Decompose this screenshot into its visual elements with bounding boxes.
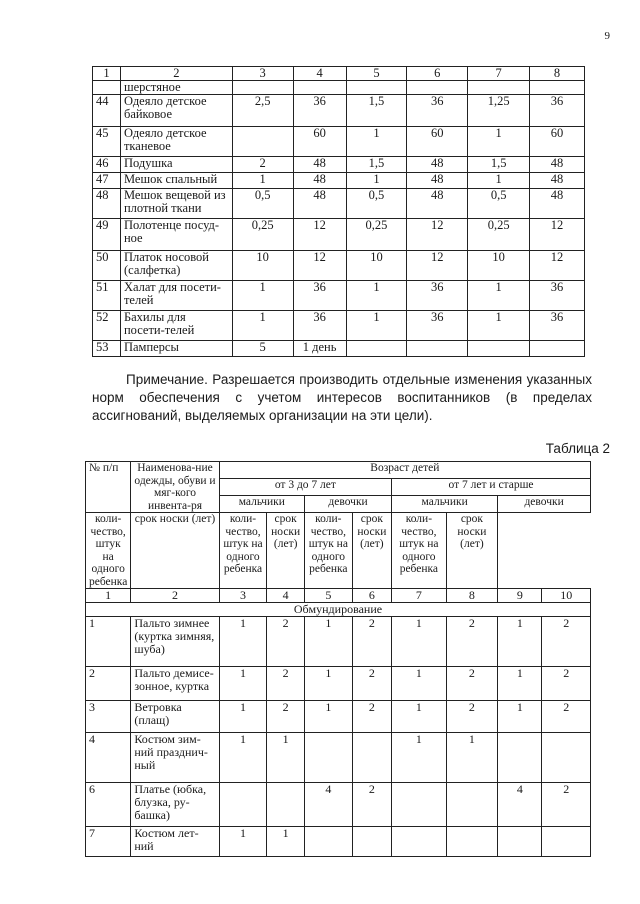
value-cell: 2 [446,617,498,667]
table-row [86,617,591,667]
table-row [86,667,591,701]
clothing-norms-table [85,461,591,857]
value-cell: 48 [407,157,468,173]
table-header-row [93,67,585,81]
column-number: 6 [407,67,468,81]
row-number: 1 [86,617,131,667]
value-cell [392,827,447,857]
value-cell [542,827,591,857]
row-number: 6 [86,783,131,827]
norms-table-continued [92,66,585,357]
value-cell: 1 [468,173,530,189]
value-cell: 1 [346,127,407,157]
value-cell: 1 [392,667,447,701]
value-cell [498,827,542,857]
row-number [93,81,121,95]
table-row [93,251,585,281]
value-cell: 1 [305,617,353,667]
table-row [93,189,585,219]
column-number: 3 [232,67,293,81]
value-cell [293,81,346,95]
value-cell: 1 [346,311,407,341]
value-cell [446,783,498,827]
note-paragraph: Примечание. Разрешается производить отдельные изменения указанных норм обеспечения с учетом интересов воспитанников (в пределах ассигнований, выделяемых организации на эти цели). [92,372,592,423]
section-row [86,603,591,617]
value-cell [407,81,468,95]
value-cell: 1 [219,617,267,667]
item-name: Полотенце посуд-ное [120,219,232,251]
value-cell: 36 [407,311,468,341]
value-cell: 1 [392,701,447,733]
value-cell: 60 [293,127,346,157]
table-row [93,173,585,189]
row-number: 52 [93,311,121,341]
row-number: 4 [86,733,131,783]
value-cell: 2 [232,157,293,173]
row-number: 7 [86,827,131,857]
value-cell: 10 [468,251,530,281]
column-number: 7 [392,589,447,603]
age-group-7-plus: от 7 лет и старше [392,479,591,496]
item-name: Одеяло детское тканевое [120,127,232,157]
value-cell: 36 [407,281,468,311]
row-number: 48 [93,189,121,219]
value-cell [498,733,542,783]
qty-header: коли-чество, штук на одного ребенка [86,513,131,589]
value-cell: 1 [392,617,447,667]
value-cell: 2 [446,667,498,701]
value-cell: 60 [530,127,585,157]
table-row [93,95,585,127]
value-cell: 1 [498,667,542,701]
value-cell: 12 [407,251,468,281]
value-cell: 2 [352,783,391,827]
term-header: срок носки (лет) [352,513,391,589]
value-cell: 2 [542,783,591,827]
value-cell: 2 [267,701,305,733]
table-row [93,127,585,157]
value-cell: 2 [542,617,591,667]
value-cell: 2 [352,667,391,701]
value-cell [530,341,585,357]
item-name: шерстяное [120,81,232,95]
table-row [93,311,585,341]
column-number: 2 [120,67,232,81]
value-cell: 48 [530,157,585,173]
row-number: 45 [93,127,121,157]
value-cell: 0,5 [468,189,530,219]
table-row [93,157,585,173]
value-cell [468,341,530,357]
row-number: 44 [93,95,121,127]
value-cell: 4 [305,783,353,827]
column-number: 6 [352,589,391,603]
value-cell: 36 [530,95,585,127]
value-cell: 1 [498,617,542,667]
value-cell: 36 [530,281,585,311]
column-number: 9 [498,589,542,603]
value-cell [530,81,585,95]
value-cell: 48 [407,173,468,189]
table-caption: Таблица 2 [545,441,610,456]
value-cell: 2 [542,701,591,733]
table-row [93,281,585,311]
table-row [93,219,585,251]
qty-header: коли-чество, штук на одного ребенка [305,513,353,589]
row-number: 3 [86,701,131,733]
value-cell: 1,25 [468,95,530,127]
value-cell: 2 [352,617,391,667]
term-header: срок носки (лет) [131,513,219,589]
girls-header: девочки [305,496,392,513]
value-cell: 12 [530,219,585,251]
value-cell [305,733,353,783]
section-title: Обмундирование [86,603,591,617]
column-number: 3 [219,589,267,603]
qty-header: коли-чество, штук на одного ребенка [219,513,267,589]
table-row [93,341,585,357]
item-name: Мешок спальный [120,173,232,189]
column-number: 1 [93,67,121,81]
value-cell [267,783,305,827]
column-number: 5 [305,589,353,603]
value-cell: 48 [293,173,346,189]
column-number: 1 [86,589,131,603]
value-cell: 48 [530,173,585,189]
value-cell [232,81,293,95]
item-name: Костюм зим-ний празднич-ный [131,733,219,783]
value-cell: 36 [293,311,346,341]
value-cell: 0,5 [346,189,407,219]
column-number: 8 [446,589,498,603]
item-name: Мешок вещевой из плотной ткани [120,189,232,219]
column-number: 4 [293,67,346,81]
value-cell: 48 [293,189,346,219]
value-cell: 1 [219,827,267,857]
value-cell: 48 [530,189,585,219]
boys-header: мальчики [219,496,304,513]
value-cell: 10 [232,251,293,281]
value-cell: 1 [267,733,305,783]
value-cell: 12 [293,251,346,281]
value-cell: 1,5 [346,157,407,173]
value-cell: 36 [530,311,585,341]
row-number: 50 [93,251,121,281]
value-cell [219,783,267,827]
value-cell: 5 [232,341,293,357]
column-number: 4 [267,589,305,603]
item-name: Пальто демисе-зонное, куртка [131,667,219,701]
value-cell [468,81,530,95]
value-cell: 2 [542,667,591,701]
boys-header: мальчики [392,496,498,513]
value-cell: 4 [498,783,542,827]
value-cell: 2 [446,701,498,733]
value-cell: 1 [468,311,530,341]
row-number: 46 [93,157,121,173]
value-cell: 2,5 [232,95,293,127]
item-name: Платок носовой (салфетка) [120,251,232,281]
column-number: 10 [542,589,591,603]
value-cell [346,341,407,357]
value-cell: 1 день [293,341,346,357]
row-number: 53 [93,341,121,357]
value-cell [542,733,591,783]
item-name: Пальто зимнее (куртка зимняя, шуба) [131,617,219,667]
column-numbers-row [86,589,591,603]
column-number: 8 [530,67,585,81]
value-cell: 2 [267,617,305,667]
value-cell [346,81,407,95]
value-cell [392,783,447,827]
value-cell: 1 [305,701,353,733]
row-number: 47 [93,173,121,189]
value-cell: 1 [219,733,267,783]
table-row [86,783,591,827]
value-cell: 10 [346,251,407,281]
column-number: 2 [131,589,219,603]
value-cell: 1 [305,667,353,701]
value-cell: 1 [232,173,293,189]
value-cell: 12 [530,251,585,281]
item-name: Платье (юбка, блузка, ру-башка) [131,783,219,827]
qty-header: коли-чество, штук на одного ребенка [392,513,447,589]
col-num-header: № п/п [86,462,131,513]
value-cell: 1 [219,701,267,733]
value-cell: 1 [468,127,530,157]
page-number: 9 [604,30,610,42]
column-number: 7 [468,67,530,81]
value-cell: 1 [232,281,293,311]
value-cell: 0,25 [468,219,530,251]
table-row [86,701,591,733]
value-cell: 1 [232,311,293,341]
value-cell: 36 [407,95,468,127]
value-cell [305,827,353,857]
value-cell: 2 [352,701,391,733]
term-header: срок носки (лет) [446,513,498,589]
value-cell [446,827,498,857]
value-cell: 1 [267,827,305,857]
value-cell: 1 [468,281,530,311]
value-cell: 1,5 [468,157,530,173]
value-cell: 0,5 [232,189,293,219]
value-cell: 48 [293,157,346,173]
value-cell: 1 [498,701,542,733]
value-cell: 0,25 [232,219,293,251]
girls-header: девочки [498,496,591,513]
item-name: Бахилы для посети-телей [120,311,232,341]
value-cell [352,733,391,783]
term-header: срок носки (лет) [267,513,305,589]
item-name: Одеяло детское байковое [120,95,232,127]
value-cell: 12 [407,219,468,251]
item-name: Халат для посети-телей [120,281,232,311]
value-cell: 12 [293,219,346,251]
row-number: 2 [86,667,131,701]
value-cell: 1 [346,281,407,311]
row-number: 51 [93,281,121,311]
col-name-header: Наименова-ние одежды, обуви и мяг-кого инвента-ря [131,462,219,513]
value-cell [232,127,293,157]
item-name: Ветровка (плащ) [131,701,219,733]
table-row [93,81,585,95]
value-cell: 1,5 [346,95,407,127]
item-name: Памперсы [120,341,232,357]
column-number: 5 [346,67,407,81]
value-cell: 2 [267,667,305,701]
item-name: Костюм лет-ний [131,827,219,857]
row-number: 49 [93,219,121,251]
item-name: Подушка [120,157,232,173]
table-row [86,733,591,783]
value-cell: 1 [346,173,407,189]
value-cell [352,827,391,857]
table-row [86,827,591,857]
age-group-3-7: от 3 до 7 лет [219,479,391,496]
value-cell: 1 [446,733,498,783]
value-cell: 1 [219,667,267,701]
value-cell: 0,25 [346,219,407,251]
value-cell: 48 [407,189,468,219]
value-cell: 36 [293,95,346,127]
value-cell: 36 [293,281,346,311]
value-cell [407,341,468,357]
value-cell: 1 [392,733,447,783]
age-header: Возраст детей [219,462,590,479]
value-cell: 60 [407,127,468,157]
